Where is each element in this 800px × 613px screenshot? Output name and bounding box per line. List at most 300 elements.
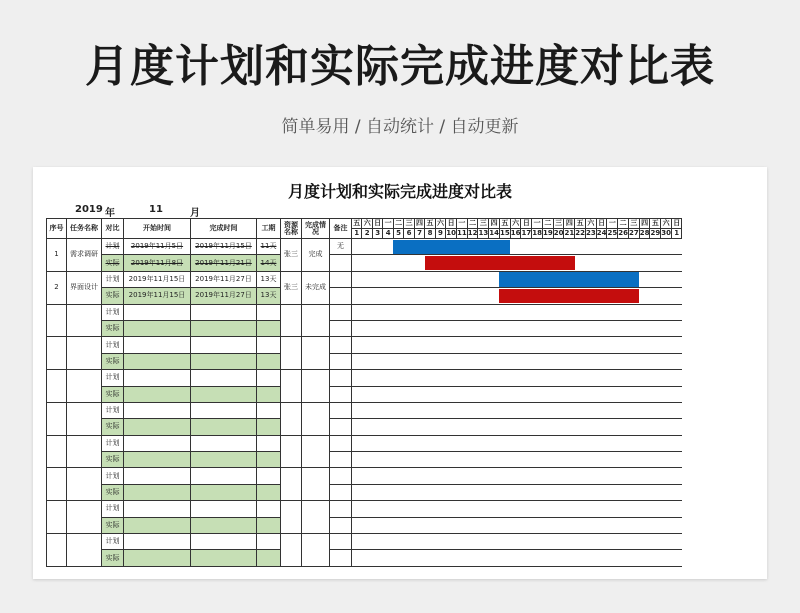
gantt-cell — [650, 337, 661, 353]
gantt-cell — [628, 304, 639, 320]
gantt-cell — [585, 435, 596, 451]
gantt-cell — [650, 353, 661, 369]
gantt-cell — [542, 239, 553, 255]
gantt-cell — [362, 255, 372, 271]
gantt-cell — [585, 452, 596, 468]
gantt-cell — [661, 386, 672, 402]
gantt-cell — [414, 517, 424, 533]
note — [330, 386, 352, 402]
gantt-cell — [521, 550, 532, 566]
gantt-cell — [352, 320, 362, 336]
gantt-cell — [362, 501, 372, 517]
weekday-cell: 二 — [619, 219, 627, 227]
gantt-cell — [564, 550, 575, 566]
gantt-cell — [414, 484, 424, 500]
gantt-cell — [671, 452, 681, 468]
gantt-cell — [575, 534, 586, 550]
weekday-cell: 三 — [555, 219, 563, 227]
gantt-cell — [661, 484, 672, 500]
day-number-cell: 30 — [661, 229, 671, 237]
gantt-cell — [425, 550, 435, 566]
end-date — [191, 353, 257, 369]
gantt-cell — [456, 402, 467, 418]
duration — [257, 484, 281, 500]
gantt-cell — [575, 304, 586, 320]
plan-bar — [393, 240, 510, 254]
gantt-cell — [352, 288, 362, 304]
note — [330, 517, 352, 533]
gantt-cell — [618, 337, 629, 353]
gantt-cell — [404, 501, 414, 517]
gantt-cell — [661, 419, 672, 435]
weekday-cell: 日 — [447, 219, 455, 227]
gantt-cell — [532, 501, 543, 517]
gantt-cell — [362, 288, 372, 304]
gantt-cell — [607, 484, 618, 500]
status: 未完成 — [302, 271, 330, 304]
gantt-cell — [404, 370, 414, 386]
gantt-cell — [478, 271, 489, 287]
gantt-cell — [585, 337, 596, 353]
gantt-cell — [362, 304, 372, 320]
gantt-cell — [639, 239, 650, 255]
gantt-cell — [671, 517, 681, 533]
gantt-cell — [564, 320, 575, 336]
gantt-cell — [362, 435, 372, 451]
gantt-cell — [510, 304, 521, 320]
gantt-cell — [618, 550, 629, 566]
day-number-cell: 20 — [553, 229, 564, 237]
weekday-cell: 五 — [426, 219, 434, 227]
start-date — [124, 468, 191, 484]
day-number-cell: 16 — [510, 229, 521, 237]
resource-name — [281, 534, 302, 567]
gantt-cell — [383, 304, 393, 320]
gantt-cell — [467, 452, 478, 468]
gantt-cell — [372, 304, 382, 320]
weekday-cell: 四 — [641, 219, 649, 227]
gantt-cell — [456, 452, 467, 468]
gantt-cell — [542, 452, 553, 468]
weekday-cell: 六 — [436, 219, 444, 227]
status — [302, 304, 330, 337]
end-date — [191, 386, 257, 402]
day-number-cell: 11 — [456, 229, 467, 237]
gantt-cell — [564, 419, 575, 435]
gantt-cell — [671, 386, 681, 402]
day-number-cell: 23 — [585, 229, 596, 237]
end-date: 2019年11月15日 — [191, 239, 257, 255]
gantt-cell — [585, 370, 596, 386]
gantt-cell — [532, 370, 543, 386]
duration — [257, 402, 281, 418]
start-date — [124, 353, 191, 369]
gantt-cell — [393, 304, 403, 320]
gantt-cell — [510, 419, 521, 435]
gantt-cell — [352, 239, 362, 255]
gantt-cell — [650, 320, 661, 336]
gantt-cell — [404, 288, 414, 304]
gantt-cell — [456, 501, 467, 517]
gantt-cell — [521, 386, 532, 402]
gantt-cell — [467, 419, 478, 435]
gantt-cell — [435, 353, 445, 369]
gantt-cell — [383, 353, 393, 369]
day-number-cell: 13 — [478, 229, 489, 237]
gantt-cell — [661, 402, 672, 418]
gantt-cell — [435, 452, 445, 468]
gantt-cell — [585, 320, 596, 336]
start-date: 2019年11月5日 — [124, 239, 191, 255]
start-date — [124, 386, 191, 402]
gantt-cell — [383, 402, 393, 418]
end-date — [191, 484, 257, 500]
note — [330, 468, 352, 484]
gantt-cell — [446, 402, 457, 418]
gantt-cell — [607, 419, 618, 435]
gantt-cell — [489, 484, 500, 500]
gantt-cell — [362, 534, 372, 550]
gantt-cell — [671, 468, 681, 484]
gantt-cell — [478, 468, 489, 484]
gantt-cell — [542, 501, 553, 517]
note — [330, 337, 352, 353]
gantt-cell — [352, 550, 362, 566]
gantt-cell — [532, 517, 543, 533]
gantt-cell — [596, 402, 607, 418]
gantt-cell — [372, 370, 382, 386]
gantt-cell — [596, 468, 607, 484]
gantt-cell — [661, 255, 672, 271]
gantt-cell — [446, 484, 457, 500]
gantt-cell — [521, 419, 532, 435]
gantt-cell — [628, 484, 639, 500]
gantt-cell — [446, 304, 457, 320]
gantt-cell — [650, 452, 661, 468]
compare-label: 计划 — [102, 370, 124, 386]
weekday-cell: 日 — [522, 219, 530, 227]
gantt-cell — [618, 353, 629, 369]
gantt-cell — [456, 468, 467, 484]
gantt-cell — [383, 435, 393, 451]
gantt-cell — [661, 435, 672, 451]
gantt-cell — [575, 452, 586, 468]
compare-label: 计划 — [102, 468, 124, 484]
resource-name — [281, 501, 302, 534]
gantt-cell — [478, 402, 489, 418]
gantt-cell — [404, 337, 414, 353]
gantt-cell — [372, 239, 382, 255]
duration — [257, 386, 281, 402]
day-number-cell: 1 — [352, 229, 362, 239]
gantt-cell — [510, 386, 521, 402]
task-seq — [47, 304, 67, 337]
gantt-cell — [607, 353, 618, 369]
duration — [257, 320, 281, 336]
gantt-cell — [404, 353, 414, 369]
gantt-cell — [467, 468, 478, 484]
gantt-cell — [456, 353, 467, 369]
gantt-cell — [499, 304, 510, 320]
gantt-cell — [393, 517, 403, 533]
end-date — [191, 468, 257, 484]
gantt-cell — [414, 255, 424, 271]
gantt-cell — [585, 386, 596, 402]
gantt-cell — [446, 419, 457, 435]
gantt-cell — [521, 501, 532, 517]
gantt-cell — [446, 468, 457, 484]
gantt-cell — [553, 370, 564, 386]
gantt-cell — [575, 501, 586, 517]
gantt-cell — [585, 255, 596, 271]
gantt-cell — [425, 304, 435, 320]
gantt-cell — [393, 255, 403, 271]
note — [330, 288, 352, 304]
gantt-cell — [542, 468, 553, 484]
gantt-cell — [383, 386, 393, 402]
gantt-cell — [650, 435, 661, 451]
compare-label: 计划 — [102, 271, 124, 287]
gantt-cell — [650, 271, 661, 287]
gantt-cell — [661, 370, 672, 386]
task-name — [67, 337, 102, 370]
gantt-cell — [362, 484, 372, 500]
gantt-cell — [639, 501, 650, 517]
gantt-cell — [489, 353, 500, 369]
gantt-cell — [414, 386, 424, 402]
weekday-cell: 一 — [608, 219, 616, 227]
gantt-cell — [607, 320, 618, 336]
year-unit: 年 — [105, 208, 115, 219]
gantt-cell — [628, 386, 639, 402]
end-date — [191, 501, 257, 517]
duration — [257, 419, 281, 435]
gantt-cell — [521, 370, 532, 386]
compare-label: 计划 — [102, 304, 124, 320]
weekday-cell: 三 — [479, 219, 487, 227]
status — [302, 534, 330, 567]
gantt-cell — [489, 534, 500, 550]
weekday-cell: 日 — [673, 219, 681, 227]
gantt-cell — [362, 239, 372, 255]
gantt-cell — [596, 353, 607, 369]
gantt-cell — [618, 239, 629, 255]
gantt-cell — [489, 550, 500, 566]
start-date — [124, 320, 191, 336]
gantt-cell — [352, 255, 362, 271]
gantt-cell — [542, 435, 553, 451]
gantt-cell — [618, 534, 629, 550]
gantt-cell — [618, 255, 629, 271]
gantt-cell — [521, 320, 532, 336]
gantt-cell — [383, 288, 393, 304]
gantt-cell — [489, 468, 500, 484]
gantt-cell — [671, 370, 681, 386]
status — [302, 402, 330, 435]
gantt-cell — [383, 255, 393, 271]
resource-name — [281, 468, 302, 501]
gantt-cell — [510, 370, 521, 386]
gantt-cell — [414, 288, 424, 304]
note — [330, 534, 352, 550]
gantt-cell — [618, 452, 629, 468]
task-seq — [47, 337, 67, 370]
task-seq: 1 — [47, 239, 67, 272]
gantt-cell — [425, 452, 435, 468]
gantt-cell — [393, 288, 403, 304]
gantt-cell — [489, 435, 500, 451]
gantt-cell — [478, 550, 489, 566]
duration — [257, 550, 281, 566]
gantt-cell — [585, 419, 596, 435]
gantt-cell — [352, 402, 362, 418]
gantt-cell — [362, 452, 372, 468]
gantt-cell — [628, 353, 639, 369]
gantt-cell — [671, 501, 681, 517]
gantt-cell — [596, 550, 607, 566]
gantt-cell — [639, 468, 650, 484]
day-number-cell: 24 — [596, 229, 607, 237]
gantt-cell — [521, 484, 532, 500]
gantt-cell — [478, 534, 489, 550]
gantt-table — [46, 218, 682, 567]
gantt-cell — [435, 550, 445, 566]
gantt-cell — [456, 386, 467, 402]
gantt-cell — [532, 386, 543, 402]
gantt-cell — [489, 337, 500, 353]
task-name — [67, 370, 102, 403]
year-value: 2019 — [75, 204, 103, 215]
gantt-cell — [628, 452, 639, 468]
gantt-cell — [352, 271, 362, 287]
task-name — [67, 534, 102, 567]
gantt-cell — [628, 337, 639, 353]
gantt-cell — [650, 468, 661, 484]
gantt-cell — [521, 353, 532, 369]
gantt-cell — [383, 239, 393, 255]
gantt-cell — [478, 452, 489, 468]
status — [302, 468, 330, 501]
gantt-cell — [650, 484, 661, 500]
gantt-cell — [362, 370, 372, 386]
end-date — [191, 534, 257, 550]
gantt-cell — [352, 452, 362, 468]
gantt-cell — [639, 288, 650, 304]
gantt-cell — [499, 517, 510, 533]
gantt-cell — [671, 304, 681, 320]
duration — [257, 468, 281, 484]
gantt-cell — [446, 337, 457, 353]
day-number-cell: 14 — [489, 229, 499, 237]
gantt-cell — [456, 419, 467, 435]
gantt-cell — [489, 288, 500, 304]
gantt-cell — [628, 468, 639, 484]
end-date — [191, 320, 257, 336]
end-date — [191, 452, 257, 468]
gantt-cell — [499, 402, 510, 418]
gantt-cell — [661, 239, 672, 255]
gantt-cell — [425, 501, 435, 517]
gantt-cell — [521, 337, 532, 353]
status: 完成 — [302, 239, 330, 272]
start-date — [124, 402, 191, 418]
gantt-cell — [650, 501, 661, 517]
gantt-cell — [661, 304, 672, 320]
task-seq — [47, 370, 67, 403]
resource-name: 张三 — [281, 271, 302, 304]
gantt-cell — [618, 468, 629, 484]
gantt-cell — [671, 255, 681, 271]
gantt-cell — [661, 271, 672, 287]
gantt-cell — [521, 239, 532, 255]
gantt-cell — [393, 534, 403, 550]
gantt-cell — [372, 501, 382, 517]
gantt-cell — [650, 370, 661, 386]
gantt-cell — [456, 484, 467, 500]
gantt-cell — [639, 517, 650, 533]
duration — [257, 435, 281, 451]
gantt-cell — [542, 337, 553, 353]
gantt-cell — [489, 501, 500, 517]
gantt-cell — [467, 517, 478, 533]
weekday-cell: 五 — [501, 219, 509, 227]
gantt-cell — [542, 304, 553, 320]
weekday-cell: 二 — [544, 219, 552, 227]
duration — [257, 370, 281, 386]
day-number-cell: 9 — [435, 229, 445, 239]
task-name — [67, 435, 102, 468]
gantt-cell — [607, 550, 618, 566]
gantt-cell — [671, 419, 681, 435]
month-value: 11 — [149, 204, 163, 215]
gantt-cell — [446, 320, 457, 336]
start-date — [124, 370, 191, 386]
gantt-cell — [607, 370, 618, 386]
gantt-cell — [639, 337, 650, 353]
day-number-cell: 21 — [564, 229, 575, 237]
gantt-cell — [372, 452, 382, 468]
gantt-cell — [510, 337, 521, 353]
gantt-cell — [362, 353, 372, 369]
gantt-cell — [404, 435, 414, 451]
gantt-cell — [404, 534, 414, 550]
gantt-cell — [671, 550, 681, 566]
gantt-cell — [553, 435, 564, 451]
gantt-cell — [671, 337, 681, 353]
gantt-cell — [596, 534, 607, 550]
gantt-cell — [383, 484, 393, 500]
gantt-cell — [553, 452, 564, 468]
weekday-cell: 二 — [469, 219, 477, 227]
gantt-cell — [585, 402, 596, 418]
gantt-cell — [650, 239, 661, 255]
gantt-cell — [585, 517, 596, 533]
gantt-cell — [661, 468, 672, 484]
gantt-cell — [372, 386, 382, 402]
gantt-cell — [553, 517, 564, 533]
gantt-cell — [467, 271, 478, 287]
gantt-cell — [585, 468, 596, 484]
gantt-cell — [352, 370, 362, 386]
gantt-cell — [575, 337, 586, 353]
gantt-cell — [393, 550, 403, 566]
gantt-cell — [372, 255, 382, 271]
day-number-cell: 10 — [446, 229, 456, 237]
gantt-cell — [478, 517, 489, 533]
task-name — [67, 304, 102, 337]
gantt-cell — [414, 353, 424, 369]
day-number-cell: 28 — [639, 229, 650, 237]
